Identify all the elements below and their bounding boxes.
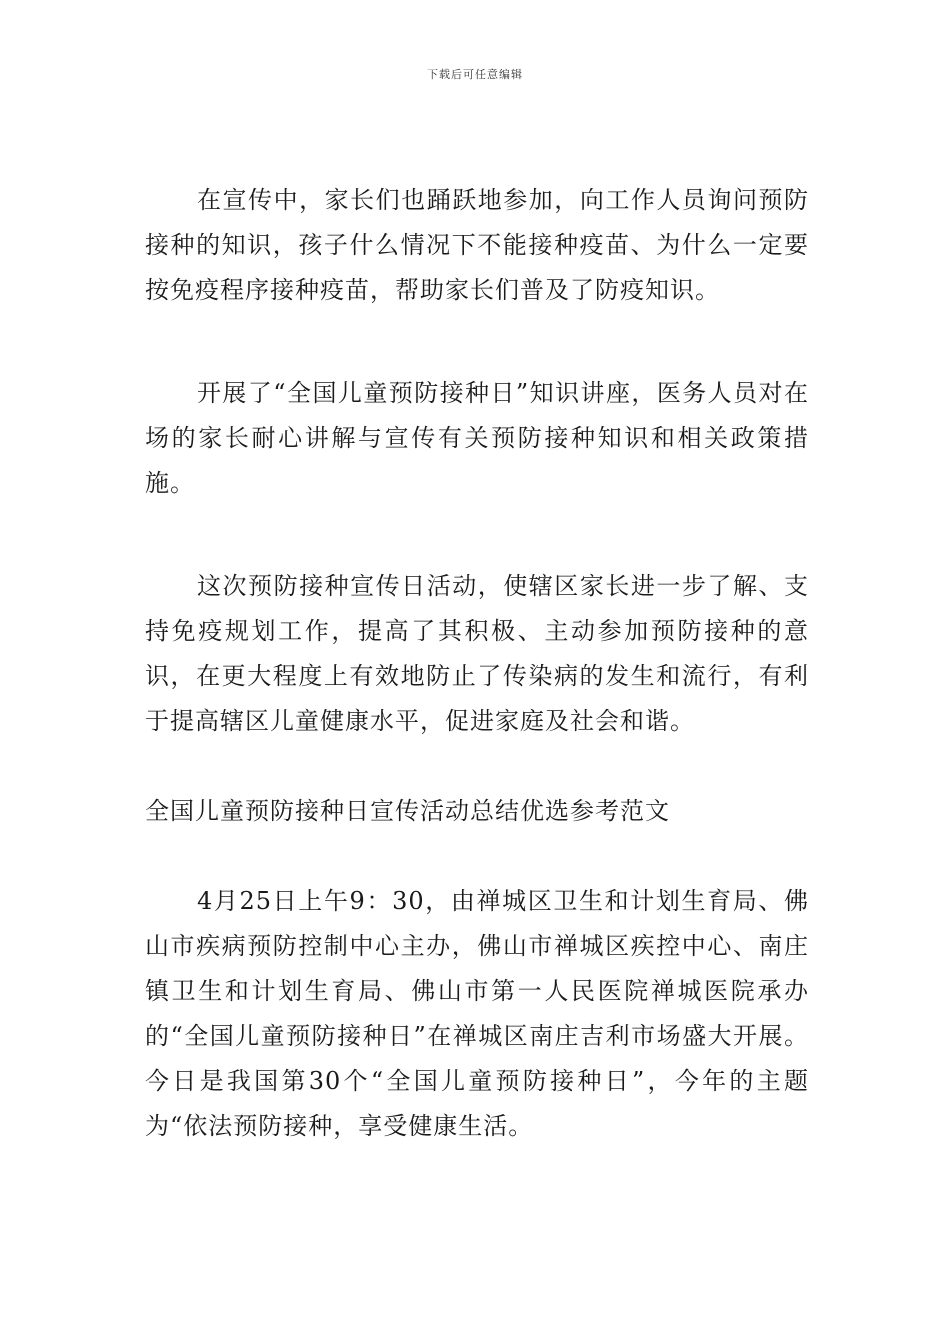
document-body [145,178,809,1149]
paragraph-gap [145,313,809,371]
paragraph-gap [145,834,809,879]
paragraph-gap [145,744,809,789]
paragraph-lecture: 开展了“全国儿童预防接种日”知识讲座，医务人员对在场的家长耐心讲解与宣传有关预防接种知识和相关政策措施。 [145,379,809,497]
paragraph-event-details: 4月25日上午9：30，由禅城区卫生和计划生育局、佛山市疾病预防控制中心主办，佛山市禅城区疾控中心、南庄镇卫生和计划生育局、佛山市第一人民医院禅城医院承办的“全国儿童预防接种日”在禅城区南庄吉利市场盛大开展。今日是我国第30个“全国儿童预防接种日”，今年的主题为“依法预防接种，享受健康生活。 [145,887,809,1140]
paragraph-activity-result: 这次预防接种宣传日活动，使辖区家长进一步了解、支持免疫规划工作，提高了其积极、主动参加预防接种的意识，在更大程度上有效地防止了传染病的发生和流行，有利于提高辖区儿童健康水平，促进家庭及社会和谐。 [145,572,809,735]
section-subtitle: 全国儿童预防接种日宣传活动总结优选参考范文 [145,797,670,825]
paragraph-publicity-parents: 在宣传中，家长们也踊跃地参加，向工作人员询问预防接种的知识，孩子什么情况下不能接种疫苗、为什么一定要按免疫程序接种疫苗，帮助家长们普及了防疫知识。 [145,186,809,304]
paragraph-gap [145,506,809,564]
header-note: 下载后可任意编辑 [427,68,523,81]
